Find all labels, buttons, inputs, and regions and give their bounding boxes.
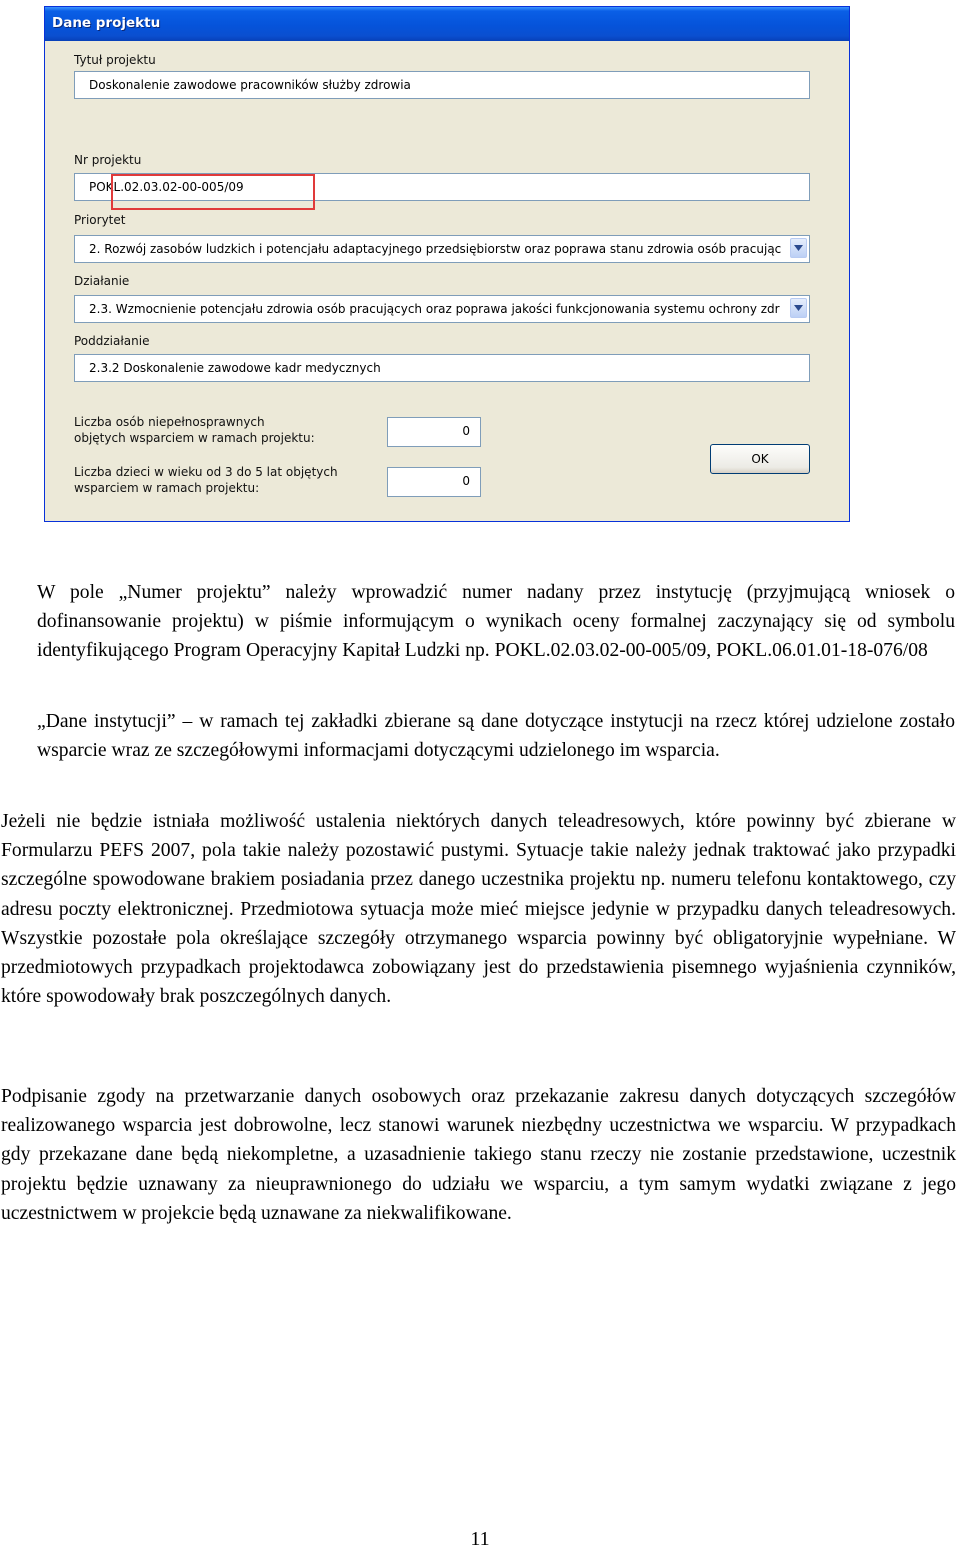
paragraph-missing-contact-data: Jeżeli nie będzie istniała możliwość ustalenia niektórych danych teleadresowych, które powinny być zbierane w Formularzu PEFS 2007, pola takie należy pozostawić pustymi. Sytuacje takie należy jednak traktować jako przypadki szczególne spowodowane brakiem posiadania przez danego uczestnika projektu np. numeru telefonu kontaktowego, czy adresu poczty elektronicznej. Przedmiotowa sytuacja może mieć miejsce jedynie w przypadku danych teleadresowych. Wszystkie pozostałe pola określające szczegóły otrzymanego wsparcia powinny być obligatoryjnie wypełniane. W przedmiotowych przypadkach projektodawca zobowiązany jest do przedstawienia pisemnego wyjaśnienia czynników, które spowodowały brak poszczególnych danych.	[1, 811, 956, 1008]
children-label-line2: wsparciem w ramach projektu:	[74, 481, 260, 495]
action-select[interactable]	[74, 295, 810, 323]
page-number: 11	[470, 1528, 490, 1550]
children-label	[74, 464, 338, 496]
children-input[interactable]: 0	[387, 467, 481, 497]
project-title-label: Tytuł projektu	[74, 53, 156, 67]
priority-select[interactable]	[74, 235, 810, 263]
ok-button[interactable]: OK	[710, 444, 810, 474]
project-title-input[interactable]: Doskonalenie zawodowe pracowników służby zdrowia	[74, 71, 810, 99]
children-label-line1: Liczba dzieci w wieku od 3 do 5 lat objętych	[74, 465, 338, 479]
paragraph-institution-data: „Dane instytucji” – w ramach tej zakładki zbierane są dane dotyczące instytucji na rzecz której udzielone zostało wsparcie wraz ze szczegółowymi informacjami dotyczącymi udzielonego im wsparcia.	[37, 711, 955, 762]
disabled-persons-label-line1: Liczba osób niepełnosprawnych	[74, 415, 265, 429]
action-select-value: 2.3. Wzmocnienie potencjału zdrowia osób pracujących oraz poprawa jakości funkcjonowania systemu ochrony zdr	[89, 302, 780, 316]
paragraph-consent: Podpisanie zgody na przetwarzanie danych osobowych oraz przekazanie zakresu danych dotyczących szczegółów realizowanego wsparcia jest dobrowolne, lecz stanowi warunek niezbędny uczestnictwa we wsparciu. W przypadkach gdy przekazane dane będą niekompletne, a uzasadnienie takiego stanu rzeczy nie zostanie przedstawione, uczestnik projektu będzie uznawany za nieuprawnionego do udziału we wsparciu, a tym samym wydatki związane z jego uczestnictwem w projekcie będą uznawane za niekwalifikowane.	[1, 1086, 956, 1224]
project-number-label: Nr projektu	[74, 153, 142, 167]
disabled-persons-label	[74, 414, 315, 446]
project-data-dialog	[44, 6, 850, 522]
subaction-input[interactable]: 2.3.2 Doskonalenie zawodowe kadr medycznych	[74, 354, 810, 382]
chevron-down-icon[interactable]	[790, 298, 807, 318]
chevron-down-icon[interactable]	[790, 238, 807, 258]
disabled-persons-label-line2: objętych wsparciem w ramach projektu:	[74, 431, 315, 445]
priority-label: Priorytet	[74, 213, 126, 227]
subaction-label: Poddziałanie	[74, 334, 150, 348]
disabled-persons-input[interactable]: 0	[387, 417, 481, 447]
dialog-title: Dane projektu	[45, 7, 849, 41]
paragraph-project-number: W pole „Numer projektu” należy wprowadzić numer nadany przez instytucję (przyjmującą wniosek o dofinansowanie projektu) w piśmie informującym o wynikach oceny formalnej zaczynający się od symbolu identyfikującego Program Operacyjny Kapitał Ludzki np. POKL.02.03.02-00-005/09, POKL.06.01.01-18-076/08	[37, 582, 955, 662]
project-number-input[interactable]: POKL.02.03.02-00-005/09	[74, 173, 810, 201]
priority-select-value: 2. Rozwój zasobów ludzkich i potencjału adaptacyjnego przedsiębiorstw oraz poprawa stanu zdrowia osób pracując	[89, 242, 782, 256]
action-label: Działanie	[74, 274, 130, 288]
project-number-highlight	[111, 174, 315, 210]
